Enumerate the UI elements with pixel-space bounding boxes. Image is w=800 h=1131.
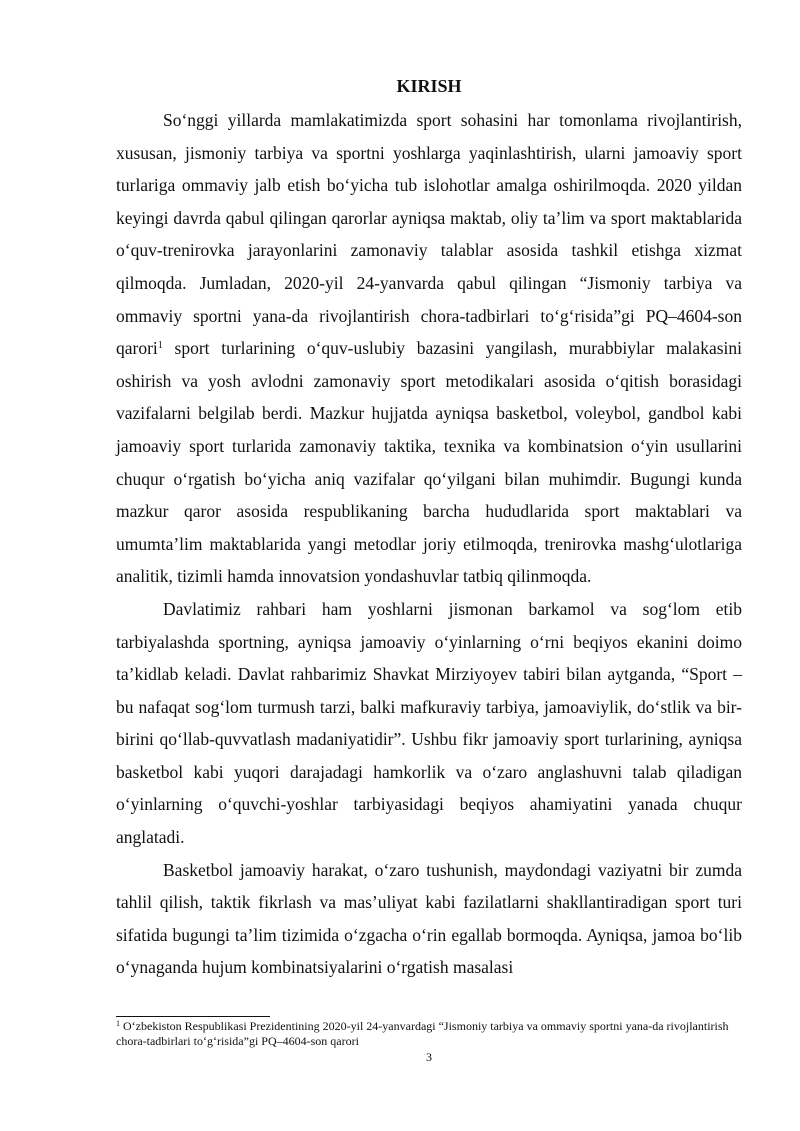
- footnote-text: O‘zbekiston Respublikasi Prezidentining 2020-yil 24-yanvardagi “Jismoniy tarbiya va ommaviy sportni yana-da rivojlantirish chora-tadbirlari to‘g‘risida”gi PQ–4604-son qarori: [116, 1019, 729, 1048]
- paragraph-1: [116, 104, 742, 593]
- footnote-number: 1: [116, 1019, 120, 1028]
- footnote-divider: [116, 1016, 270, 1017]
- paragraph-2: Davlatimiz rahbari ham yoshlarni jismonan barkamol va sog‘lom etib tarbiyalashda sportning, ayniqsa jamoaviy o‘yinlarning o‘rni beqiyos ekanini doimo ta’kidlab keladi. Davlat rahbarimiz Shavkat Mirziyoyev tabiri bilan aytganda, “Sport – bu nafaqat sog‘lom turmush tarzi, balki mafkuraviy tarbiya, jamoaviylik, do‘stlik va bir-birini qo‘llab-quvvatlash madaniyatidir”. Ushbu fikr jamoaviy sport turlarining, ayniqsa basketbol kabi yuqori darajadagi hamkorlik va o‘zaro anglashuvni talab qiladigan o‘yinlarning o‘quvchi-yoshlar tarbiyasidagi beqiyos ahamiyatini yanada chuqur anglatadi.: [116, 598, 742, 848]
- paragraph-3: Basketbol jamoaviy harakat, o‘zaro tushunish, maydondagi vaziyatni bir zumda tahlil qilish, taktik fikrlash va mas’uliyat kabi fazilatlarni shakllantiradigan sport turi sifatida bugungi ta’lim tizimida o‘zgacha o‘rin egallab bormoqda. Ayniqsa, jamoa bo‘lib o‘ynaganda hujum kombinatsiyalarini o‘rgatish masalasi: [116, 859, 742, 978]
- body-text: [116, 104, 742, 984]
- page-number: 3: [426, 1050, 432, 1064]
- footnote: [116, 1019, 742, 1049]
- section-title: KIRISH: [396, 76, 462, 96]
- paragraph-1-text-after: sport turlarining o‘quv-uslubiy bazasini yangilash, murabbiylar malakasini oshirish va yosh avlodni zamonaviy sport metodikalari asosida o‘qitish borasidagi vazifalarni belgilab berdi. Mazkur hujjatda ayniqsa basketbol, voleybol, gandbol kabi jamoaviy sport turlarida zamonaviy taktika, texnika va kombinatsion o‘yin usullarini chuqur o‘rgatish bo‘yicha aniq vazifalar qo‘yilgani bilan muhimdir. Bugungi kunda mazkur qaror asosida respublikaning barcha hududlarida sport maktablari va umumta’lim maktablarida yangi metodlar joriy etilmoqda, trenirovka mashg‘ulotlariga analitik, tizimli hamda innovatsion yondashuvlar tatbiq qilinmoqda.: [116, 338, 742, 587]
- footnote-reference[interactable]: 1: [157, 340, 163, 352]
- paragraph-1-text-before: So‘nggi yillarda mamlakatimizda sport sohasini har tomonlama rivojlantirish, xususan, jismoniy tarbiya va sportni yoshlarga yaqinlashtirish, ularni jamoaviy sport turlariga ommaviy jalb etish bo‘yicha tub islohotlar amalga oshirilmoqda. 2020 yildan keyingi davrda qabul qilingan qarorlar ayniqsa maktab, oliy ta’lim va sport maktablarida o‘quv-trenirovka jarayonlarini zamonaviy talablar asosida tashkil etishga xizmat qilmoqda. Jumladan, 2020-yil 24-yanvarda qabul qilingan “Jismoniy tarbiya va ommaviy sportni yana-da rivojlantirish chora-tadbirlari to‘g‘risida”gi PQ–4604-son qarori: [116, 110, 742, 359]
